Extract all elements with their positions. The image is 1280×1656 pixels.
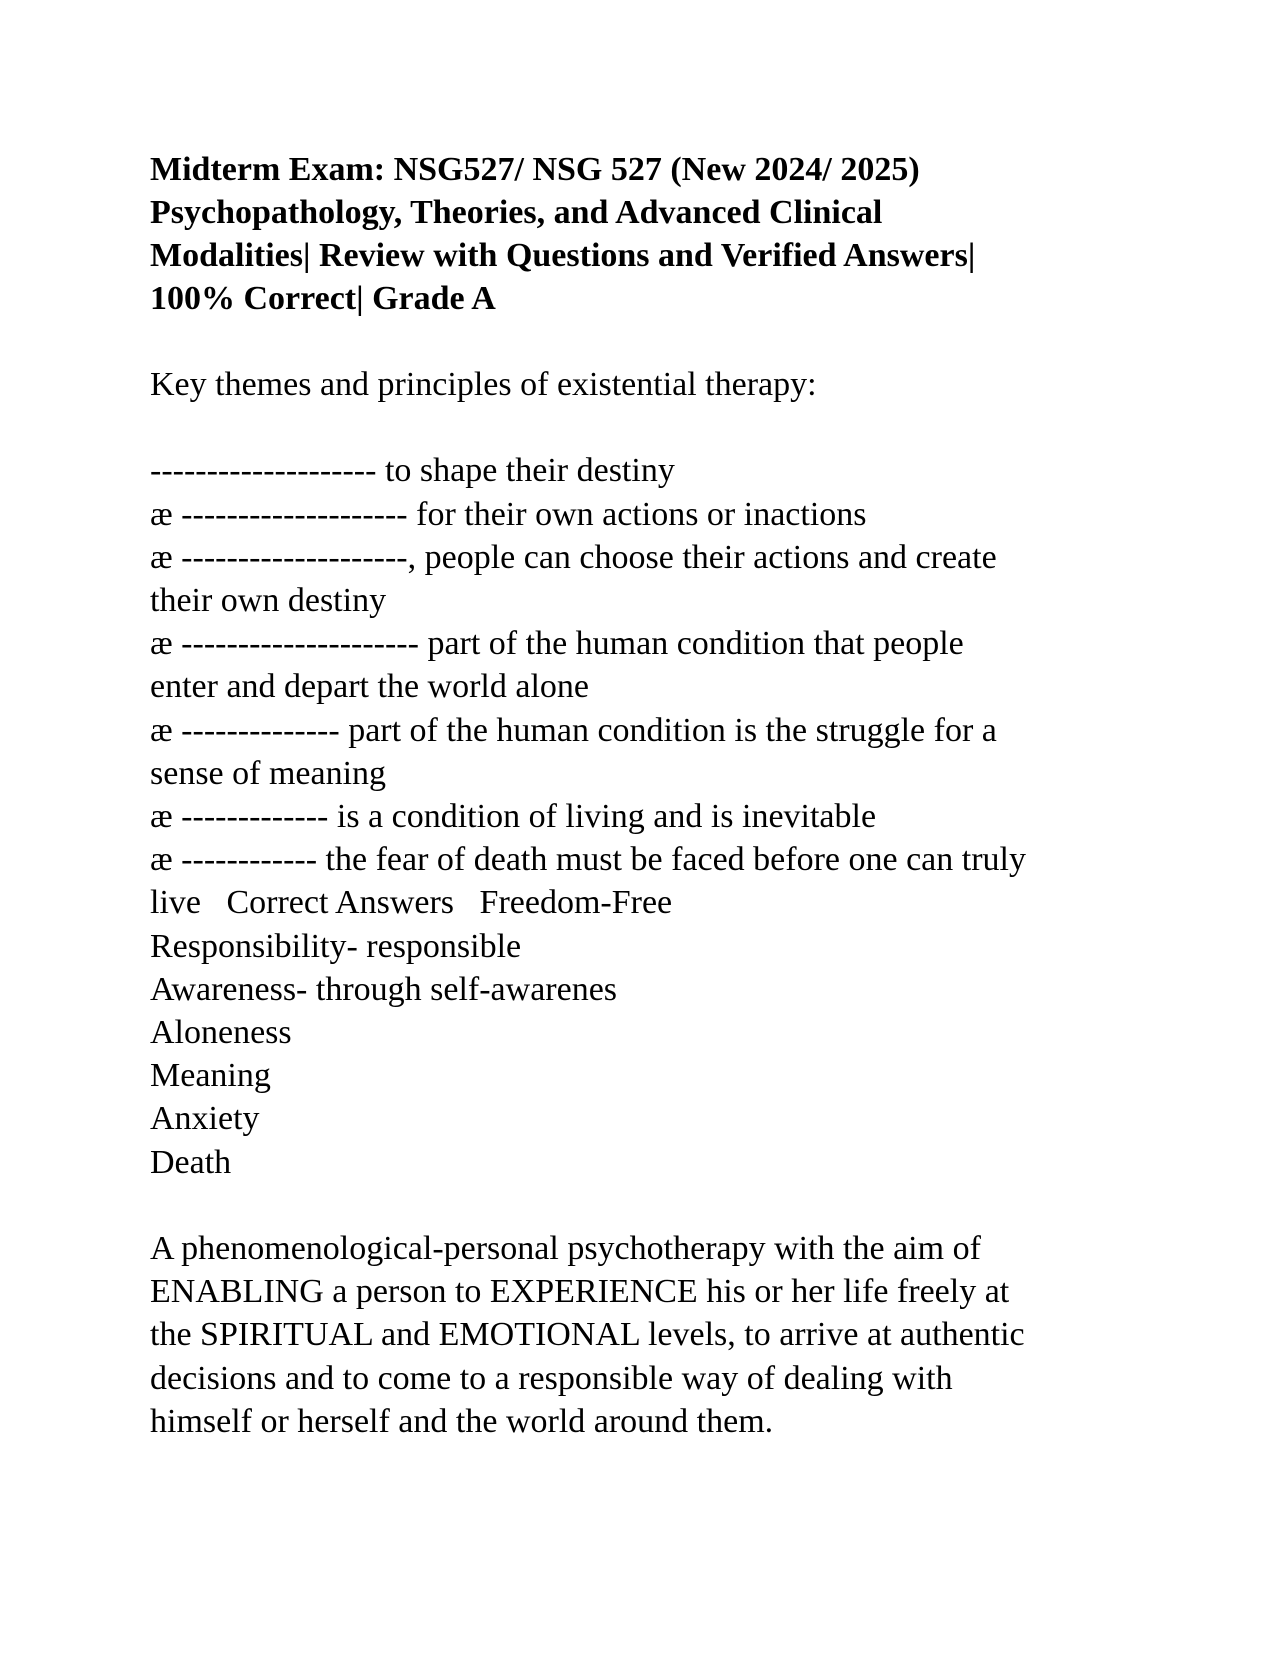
title-line: Modalities| Review with Questions and Verified Answers| xyxy=(150,237,976,274)
question-block-2 xyxy=(150,1227,1150,1443)
paragraph-line: himself or herself and the world around them. xyxy=(150,1402,774,1440)
document-page xyxy=(150,148,1150,1443)
spacer xyxy=(150,320,1150,363)
answer-line: sense of meaning xyxy=(150,754,387,792)
answer-line: Responsibility- responsible xyxy=(150,927,522,965)
answer-line: Aloneness xyxy=(150,1014,292,1052)
question-prompt: Key themes and principles of existential therapy: xyxy=(150,366,817,403)
answer-line: æ ------------ the fear of death must be faced before one can truly xyxy=(150,841,1026,879)
spacer xyxy=(150,406,1150,449)
paragraph-line: ENABLING a person to EXPERIENCE his or her life freely at xyxy=(150,1273,1010,1311)
title-line: Midterm Exam: NSG527/ NSG 527 (New 2024/ 2025) xyxy=(150,151,920,188)
answer-line: Meaning xyxy=(150,1057,271,1095)
answer-line: æ ------------- is a condition of living and is inevitable xyxy=(150,798,877,836)
answer-line: Anxiety xyxy=(150,1100,260,1138)
paragraph-line: decisions and to come to a responsible way of dealing with xyxy=(150,1359,953,1397)
answer-line: their own destiny xyxy=(150,582,387,619)
answer-line: live Correct Answers Freedom-Free xyxy=(150,884,673,922)
document-title xyxy=(150,148,1150,320)
title-line: Psychopathology, Theories, and Advanced Clinical xyxy=(150,194,883,231)
spacer xyxy=(150,1184,1150,1227)
question-block-1 xyxy=(150,363,1150,1184)
title-line: 100% Correct| Grade A xyxy=(150,280,496,317)
answer-line: æ -------------------- for their own actions or inactions xyxy=(150,495,867,533)
paragraph-line: A phenomenological-personal psychotherapy with the aim of xyxy=(150,1230,981,1268)
answer-line: enter and depart the world alone xyxy=(150,668,589,706)
paragraph-line: the SPIRITUAL and EMOTIONAL levels, to arrive at authentic xyxy=(150,1316,1025,1354)
answer-line: Death xyxy=(150,1143,232,1181)
answer-line: æ --------------------, people can choose their actions and create xyxy=(150,538,997,576)
answer-line: -------------------- to shape their destiny xyxy=(150,452,675,490)
answer-line: æ --------------------- part of the human condition that people xyxy=(150,625,964,663)
answer-line: æ -------------- part of the human condition is the struggle for a xyxy=(150,711,997,749)
answer-line: Awareness- through self-awarenes xyxy=(150,970,618,1008)
